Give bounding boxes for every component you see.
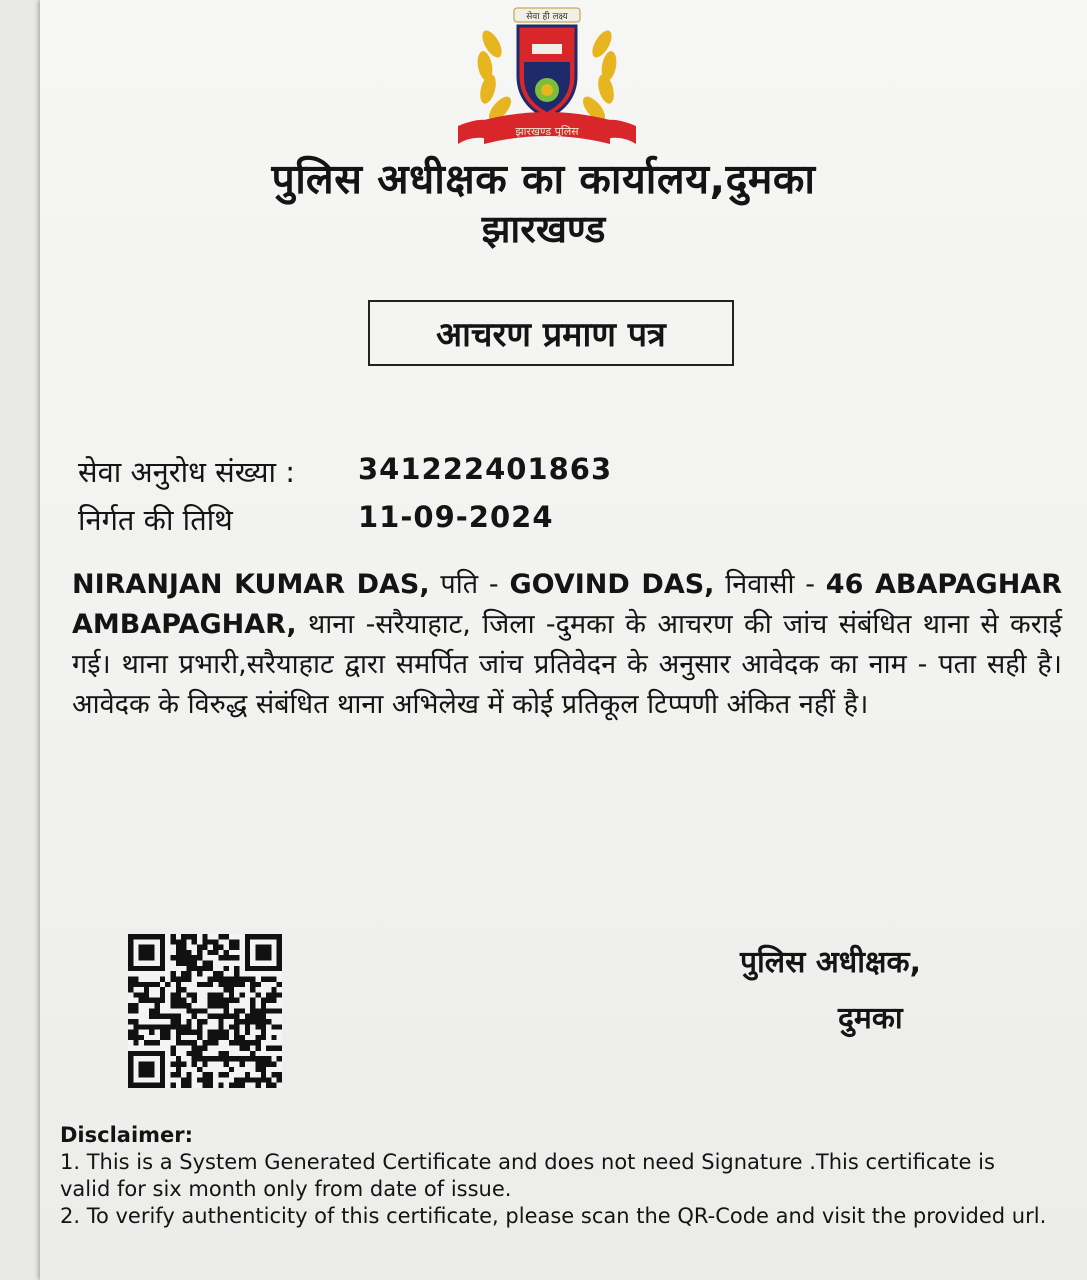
- issue-date-row: [78, 500, 554, 539]
- disclaimer: [60, 1122, 1050, 1230]
- relation-name: GOVIND DAS,: [509, 569, 715, 600]
- applicant-name: NIRANJAN KUMAR DAS,: [72, 569, 430, 600]
- relation-label: पति -: [440, 569, 510, 600]
- service-request-row: [78, 452, 612, 491]
- certificate-title: आचरण प्रमाण पत्र: [436, 315, 666, 355]
- issue-date-value: 11-09-2024: [358, 500, 554, 534]
- signatory-city: दुमका: [838, 1001, 903, 1036]
- certificate-body: [72, 565, 1062, 725]
- office-state: झारखण्ड: [481, 207, 606, 251]
- disclaimer-heading: Disclaimer:: [60, 1123, 194, 1147]
- service-request-label: सेवा अनुरोध संख्या :: [78, 455, 296, 489]
- service-request-number: 341222401863: [358, 452, 613, 486]
- emblem-banner: झारखण्ड पुलिस: [515, 125, 579, 138]
- disclaimer-line-2: 2. To verify authenticity of this certificate, please scan the QR-Code and visit the provided url.: [60, 1204, 1047, 1228]
- verification-text: थाना -सरैयाहाट, जिला -दुमका के आचरण की जांच संबंधित थाना से कराई गई। थाना प्रभारी,सरैयाहाट द्वारा समर्पित जांच प्रतिवेदन के अनुसार आवेदक का नाम - पता सही है। आवेदक के विरुद्ध संबंधित थाना अभिलेख में कोई प्रतिकूल टिप्पणी अंकित नहीं है।: [72, 609, 1062, 720]
- signatory-title: पुलिस अधीक्षक,: [740, 945, 921, 980]
- applicant-address: 46 ABAPAGHAR AMBAPAGHAR,: [72, 569, 1062, 640]
- emblem-motto: सेवा ही लक्ष्य: [526, 12, 568, 22]
- residence-label: निवासी -: [725, 569, 826, 600]
- qr-code-icon[interactable]: [128, 934, 282, 1088]
- disclaimer-line-1: 1. This is a System Generated Certificate and does not need Signature .This certificate is valid for six month only from date of issue.: [60, 1150, 995, 1201]
- issue-date-label: निर्गत की तिथि: [78, 503, 233, 537]
- office-title: पुलिस अधीक्षक का कार्यालय,दुमका: [271, 155, 816, 203]
- jharkhand-police-emblem-icon: [452, 4, 642, 156]
- certificate-title-box: [368, 300, 734, 366]
